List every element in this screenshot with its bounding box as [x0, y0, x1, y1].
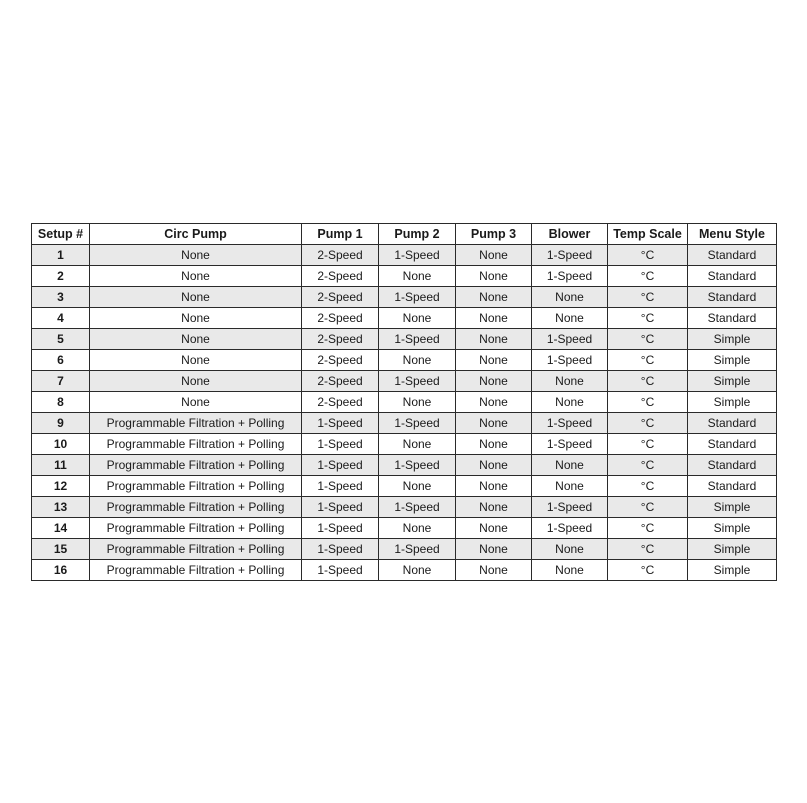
- cell-pump-2: None: [379, 560, 456, 581]
- table-row: [32, 245, 777, 266]
- cell-pump-1: 1-Speed: [302, 539, 379, 560]
- cell-pump-3: None: [456, 350, 532, 371]
- header-temp-scale: Temp Scale: [608, 224, 688, 245]
- cell-pump-2: 1-Speed: [379, 371, 456, 392]
- cell-menu-style: Standard: [688, 287, 777, 308]
- cell-pump-2: 1-Speed: [379, 413, 456, 434]
- cell-pump-1: 1-Speed: [302, 518, 379, 539]
- cell-temp-scale: °C: [608, 392, 688, 413]
- cell-pump-3: None: [456, 266, 532, 287]
- cell-pump-1: 2-Speed: [302, 392, 379, 413]
- cell-setup-number: 6: [32, 350, 90, 371]
- table-row: [32, 413, 777, 434]
- table-row: [32, 539, 777, 560]
- cell-circ-pump: Programmable Filtration + Polling: [90, 476, 302, 497]
- cell-circ-pump: None: [90, 308, 302, 329]
- header-pump-1: Pump 1: [302, 224, 379, 245]
- cell-pump-3: None: [456, 518, 532, 539]
- cell-circ-pump: None: [90, 329, 302, 350]
- cell-temp-scale: °C: [608, 329, 688, 350]
- header-blower: Blower: [532, 224, 608, 245]
- cell-temp-scale: °C: [608, 560, 688, 581]
- table-row: [32, 560, 777, 581]
- cell-setup-number: 10: [32, 434, 90, 455]
- setup-table: [31, 223, 777, 581]
- cell-blower: 1-Speed: [532, 413, 608, 434]
- cell-menu-style: Simple: [688, 518, 777, 539]
- cell-setup-number: 13: [32, 497, 90, 518]
- cell-pump-3: None: [456, 539, 532, 560]
- cell-setup-number: 4: [32, 308, 90, 329]
- cell-setup-number: 3: [32, 287, 90, 308]
- cell-pump-1: 1-Speed: [302, 560, 379, 581]
- cell-pump-1: 2-Speed: [302, 245, 379, 266]
- cell-pump-2: 1-Speed: [379, 329, 456, 350]
- cell-pump-2: None: [379, 308, 456, 329]
- cell-pump-1: 2-Speed: [302, 266, 379, 287]
- cell-pump-2: 1-Speed: [379, 497, 456, 518]
- cell-pump-1: 1-Speed: [302, 476, 379, 497]
- cell-temp-scale: °C: [608, 350, 688, 371]
- cell-temp-scale: °C: [608, 476, 688, 497]
- cell-blower: None: [532, 392, 608, 413]
- cell-blower: 1-Speed: [532, 518, 608, 539]
- cell-setup-number: 7: [32, 371, 90, 392]
- cell-circ-pump: None: [90, 287, 302, 308]
- cell-pump-3: None: [456, 455, 532, 476]
- cell-temp-scale: °C: [608, 434, 688, 455]
- table-row: [32, 518, 777, 539]
- cell-menu-style: Standard: [688, 308, 777, 329]
- cell-blower: 1-Speed: [532, 245, 608, 266]
- cell-menu-style: Simple: [688, 371, 777, 392]
- table-row: [32, 350, 777, 371]
- cell-pump-3: None: [456, 413, 532, 434]
- cell-temp-scale: °C: [608, 518, 688, 539]
- cell-setup-number: 15: [32, 539, 90, 560]
- cell-blower: None: [532, 560, 608, 581]
- header-setup-number: Setup #: [32, 224, 90, 245]
- cell-pump-3: None: [456, 329, 532, 350]
- cell-pump-2: None: [379, 476, 456, 497]
- cell-pump-2: 1-Speed: [379, 287, 456, 308]
- cell-circ-pump: None: [90, 245, 302, 266]
- cell-setup-number: 8: [32, 392, 90, 413]
- table-row: [32, 392, 777, 413]
- table-row: [32, 455, 777, 476]
- cell-pump-1: 1-Speed: [302, 434, 379, 455]
- cell-blower: 1-Speed: [532, 434, 608, 455]
- cell-circ-pump: None: [90, 392, 302, 413]
- cell-blower: None: [532, 371, 608, 392]
- cell-menu-style: Standard: [688, 455, 777, 476]
- cell-temp-scale: °C: [608, 413, 688, 434]
- cell-temp-scale: °C: [608, 266, 688, 287]
- cell-pump-3: None: [456, 476, 532, 497]
- table-row: [32, 266, 777, 287]
- cell-menu-style: Standard: [688, 434, 777, 455]
- cell-pump-3: None: [456, 245, 532, 266]
- cell-pump-2: None: [379, 392, 456, 413]
- cell-pump-3: None: [456, 308, 532, 329]
- cell-pump-3: None: [456, 392, 532, 413]
- cell-blower: None: [532, 455, 608, 476]
- cell-temp-scale: °C: [608, 371, 688, 392]
- cell-blower: None: [532, 539, 608, 560]
- cell-menu-style: Standard: [688, 266, 777, 287]
- cell-setup-number: 12: [32, 476, 90, 497]
- cell-menu-style: Simple: [688, 539, 777, 560]
- cell-pump-1: 2-Speed: [302, 350, 379, 371]
- cell-setup-number: 9: [32, 413, 90, 434]
- cell-pump-3: None: [456, 371, 532, 392]
- cell-circ-pump: Programmable Filtration + Polling: [90, 560, 302, 581]
- cell-blower: 1-Speed: [532, 497, 608, 518]
- cell-temp-scale: °C: [608, 287, 688, 308]
- cell-pump-2: None: [379, 266, 456, 287]
- cell-pump-3: None: [456, 287, 532, 308]
- cell-setup-number: 11: [32, 455, 90, 476]
- cell-setup-number: 5: [32, 329, 90, 350]
- cell-menu-style: Simple: [688, 560, 777, 581]
- table-row: [32, 287, 777, 308]
- header-pump-3: Pump 3: [456, 224, 532, 245]
- cell-setup-number: 1: [32, 245, 90, 266]
- cell-menu-style: Standard: [688, 413, 777, 434]
- cell-pump-2: None: [379, 350, 456, 371]
- cell-blower: None: [532, 308, 608, 329]
- cell-circ-pump: None: [90, 371, 302, 392]
- table-row: [32, 371, 777, 392]
- cell-setup-number: 2: [32, 266, 90, 287]
- cell-menu-style: Standard: [688, 476, 777, 497]
- cell-pump-1: 1-Speed: [302, 455, 379, 476]
- cell-temp-scale: °C: [608, 539, 688, 560]
- cell-circ-pump: Programmable Filtration + Polling: [90, 434, 302, 455]
- cell-pump-1: 2-Speed: [302, 287, 379, 308]
- header-circ-pump: Circ Pump: [90, 224, 302, 245]
- cell-setup-number: 14: [32, 518, 90, 539]
- cell-pump-3: None: [456, 434, 532, 455]
- cell-temp-scale: °C: [608, 245, 688, 266]
- cell-blower: None: [532, 476, 608, 497]
- table-row: [32, 476, 777, 497]
- cell-pump-1: 1-Speed: [302, 413, 379, 434]
- cell-pump-3: None: [456, 560, 532, 581]
- cell-pump-1: 2-Speed: [302, 308, 379, 329]
- cell-temp-scale: °C: [608, 497, 688, 518]
- cell-setup-number: 16: [32, 560, 90, 581]
- cell-circ-pump: Programmable Filtration + Polling: [90, 497, 302, 518]
- cell-pump-2: 1-Speed: [379, 539, 456, 560]
- cell-menu-style: Simple: [688, 497, 777, 518]
- cell-temp-scale: °C: [608, 455, 688, 476]
- cell-circ-pump: Programmable Filtration + Polling: [90, 455, 302, 476]
- header-pump-2: Pump 2: [379, 224, 456, 245]
- cell-pump-3: None: [456, 497, 532, 518]
- cell-circ-pump: Programmable Filtration + Polling: [90, 518, 302, 539]
- cell-menu-style: Standard: [688, 245, 777, 266]
- header-menu-style: Menu Style: [688, 224, 777, 245]
- cell-pump-2: None: [379, 518, 456, 539]
- cell-pump-1: 2-Speed: [302, 329, 379, 350]
- table-row: [32, 308, 777, 329]
- cell-blower: 1-Speed: [532, 350, 608, 371]
- cell-menu-style: Simple: [688, 350, 777, 371]
- cell-blower: 1-Speed: [532, 266, 608, 287]
- cell-circ-pump: None: [90, 350, 302, 371]
- cell-pump-1: 2-Speed: [302, 371, 379, 392]
- cell-blower: 1-Speed: [532, 329, 608, 350]
- table-header-row: [32, 224, 777, 245]
- setup-table-container: [31, 223, 776, 581]
- table-row: [32, 497, 777, 518]
- cell-blower: None: [532, 287, 608, 308]
- cell-pump-2: 1-Speed: [379, 455, 456, 476]
- cell-pump-2: 1-Speed: [379, 245, 456, 266]
- cell-circ-pump: Programmable Filtration + Polling: [90, 539, 302, 560]
- cell-pump-1: 1-Speed: [302, 497, 379, 518]
- cell-temp-scale: °C: [608, 308, 688, 329]
- table-body: [32, 245, 777, 581]
- cell-pump-2: None: [379, 434, 456, 455]
- table-row: [32, 329, 777, 350]
- cell-menu-style: Simple: [688, 329, 777, 350]
- cell-circ-pump: Programmable Filtration + Polling: [90, 413, 302, 434]
- table-row: [32, 434, 777, 455]
- cell-menu-style: Simple: [688, 392, 777, 413]
- cell-circ-pump: None: [90, 266, 302, 287]
